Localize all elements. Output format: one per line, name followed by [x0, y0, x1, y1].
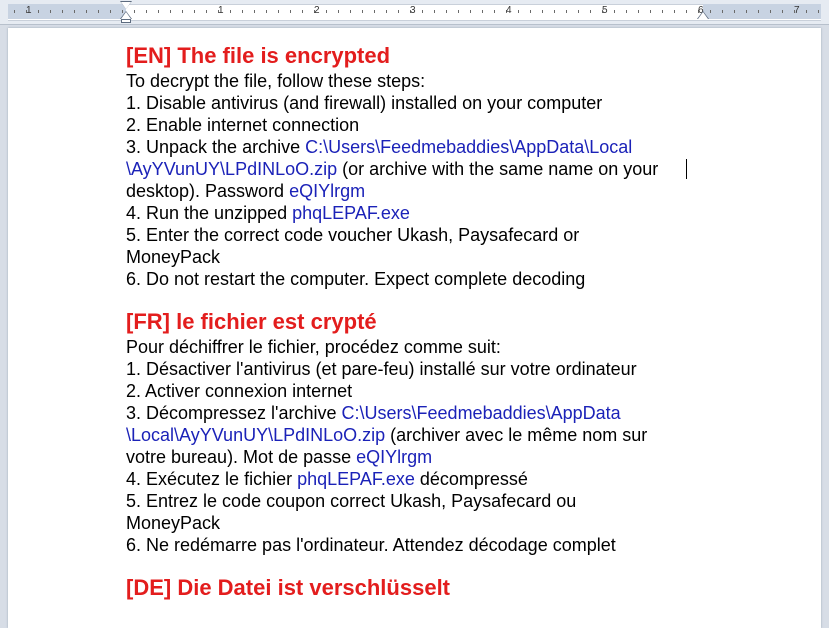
ruler-tick: [446, 10, 447, 13]
password-text: eQIYlrgm: [289, 181, 366, 201]
archive-path-link[interactable]: \Local\AyYVunUY\LPdINLoO.zip: [126, 425, 386, 445]
step-line: [126, 202, 706, 224]
ruler-tick: [674, 10, 675, 13]
hanging-indent-marker-fill: [121, 12, 131, 19]
ruler-tick: [278, 10, 279, 13]
ruler-tick: [242, 10, 243, 13]
ruler-tick: [518, 10, 519, 13]
intro-line: To decrypt the file, follow these steps:: [126, 71, 426, 91]
ruler-tick: [74, 10, 75, 13]
ruler-tick: [62, 10, 63, 13]
ruler-tick: [650, 10, 651, 13]
ruler-tick: [626, 10, 627, 13]
ruler-tick: [638, 10, 639, 13]
archive-path-link[interactable]: C:\Users\Feedmebaddies\AppData: [341, 403, 621, 423]
step-line: [126, 424, 706, 446]
right-indent-marker-fill: [698, 12, 708, 19]
step-line: MoneyPack: [126, 513, 221, 533]
step-text: (or archive with the same name on your: [337, 159, 659, 179]
ruler-tick: [494, 10, 495, 13]
ruler-tick: [722, 10, 723, 13]
step-line: 5. Entrez le code coupon correct Ukash, Paysafecard ou: [126, 491, 577, 511]
ruler-tick: [818, 10, 819, 13]
step-line: 2. Activer connexion internet: [126, 381, 353, 401]
ruler-tick: [614, 10, 615, 13]
ruler-tick: [746, 10, 747, 13]
ruler-tick: [422, 10, 423, 13]
step-line: 2. Enable internet connection: [126, 115, 360, 135]
ruler-tick: [194, 10, 195, 13]
ruler-number: 6: [698, 5, 704, 16]
ruler-tick: [758, 10, 759, 13]
step-line: [126, 446, 706, 468]
step-line: MoneyPack: [126, 247, 221, 267]
ruler-number: 2: [314, 5, 320, 16]
ruler-tick: [110, 10, 111, 13]
ruler-tick: [458, 10, 459, 13]
step-text: votre bureau). Mot de passe: [126, 447, 357, 467]
ruler-number: 4: [506, 5, 512, 16]
ruler-tick: [386, 10, 387, 13]
ruler-tick: [182, 10, 183, 13]
section-heading-fr: [FR] le fichier est crypté: [126, 309, 377, 334]
step-line: [126, 136, 706, 158]
archive-path-link[interactable]: C:\Users\Feedmebaddies\AppData\Local: [305, 137, 633, 157]
ruler-tick: [302, 10, 303, 13]
step-text: 3. Décompressez l'archive: [126, 403, 342, 423]
ruler-tick: [14, 10, 15, 13]
ruler-tick: [554, 10, 555, 13]
section-heading-de: [DE] Die Datei ist verschlüsselt: [126, 575, 451, 600]
text-caret: [686, 159, 687, 179]
step-text: 4. Run the unzipped: [126, 203, 293, 223]
ruler-tick: [374, 10, 375, 13]
ruler-tick: [398, 10, 399, 13]
step-line: 6. Ne redémarre pas l'ordinateur. Attendez décodage complet: [126, 535, 616, 555]
ruler-tick: [566, 10, 567, 13]
ruler-tick: [350, 10, 351, 13]
ruler-tick: [170, 10, 171, 13]
step-line: 1. Disable antivirus (and firewall) installed on your computer: [126, 93, 603, 113]
ruler-tick: [710, 10, 711, 13]
ruler-tick: [254, 10, 255, 13]
ruler-tick: [578, 10, 579, 13]
ruler-tick: [542, 10, 543, 13]
ruler-number: 5: [602, 5, 608, 16]
ruler-number: 3: [410, 5, 416, 16]
ruler-tick: [134, 10, 135, 13]
ruler-tick: [686, 10, 687, 13]
horizontal-ruler[interactable]: [0, 0, 829, 25]
paragraph-gap: [126, 556, 706, 574]
step-line: [126, 468, 706, 490]
ruler-tick: [86, 10, 87, 13]
step-text: (archiver avec le même nom sur: [385, 425, 648, 445]
ruler-number: 1: [218, 5, 224, 16]
ruler-tick: [206, 10, 207, 13]
ruler-tick: [266, 10, 267, 13]
ruler-tick: [470, 10, 471, 13]
ruler-tick: [230, 10, 231, 13]
ruler-tick: [662, 10, 663, 13]
left-indent-marker[interactable]: [121, 19, 131, 23]
first-line-indent-marker-fill: [121, 2, 131, 9]
ruler-tick: [770, 10, 771, 13]
archive-path-link[interactable]: \AyYVunUY\LPdINLoO.zip: [126, 159, 338, 179]
exe-link[interactable]: phqLEPAF.exe: [297, 469, 415, 489]
step-line: 5. Enter the correct code voucher Ukash, Paysafecard or: [126, 225, 580, 245]
ruler-tick: [50, 10, 51, 13]
ruler-tick: [434, 10, 435, 13]
ruler-tick: [290, 10, 291, 13]
section-heading-en: [EN] The file is encrypted: [126, 43, 391, 68]
ruler-tick: [38, 10, 39, 13]
paragraph-gap: [126, 290, 706, 308]
ruler-tick: [806, 10, 807, 13]
step-text: décompressé: [414, 469, 528, 489]
document-body[interactable]: [126, 42, 706, 602]
step-line: [126, 402, 706, 424]
ruler-tick: [362, 10, 363, 13]
ruler-tick: [338, 10, 339, 13]
ruler-tick: [530, 10, 531, 13]
step-text: desktop). Password: [126, 181, 290, 201]
ruler-number: 7: [794, 5, 800, 16]
ruler-tick: [482, 10, 483, 13]
step-line: 6. Do not restart the computer. Expect complete decoding: [126, 269, 586, 289]
ruler-tick: [146, 10, 147, 13]
password-text: eQIYlrgm: [356, 447, 433, 467]
step-line: [126, 180, 706, 202]
ruler-tick: [326, 10, 327, 13]
ruler-right-margin: [703, 4, 821, 19]
step-text: 4. Exécutez le fichier: [126, 469, 298, 489]
ruler-tick: [782, 10, 783, 13]
step-line: 1. Désactiver l'antivirus (et pare-feu) installé sur votre ordinateur: [126, 359, 637, 379]
intro-line: Pour déchiffrer le fichier, procédez comme suit:: [126, 337, 501, 357]
exe-link[interactable]: phqLEPAF.exe: [292, 203, 410, 223]
step-line: [126, 158, 706, 180]
ruler-number: 1: [26, 5, 32, 16]
ruler-tick: [734, 10, 735, 13]
ruler-tick: [98, 10, 99, 13]
ruler-tick: [158, 10, 159, 13]
ruler-tick: [590, 10, 591, 13]
step-text: 3. Unpack the archive: [126, 137, 306, 157]
